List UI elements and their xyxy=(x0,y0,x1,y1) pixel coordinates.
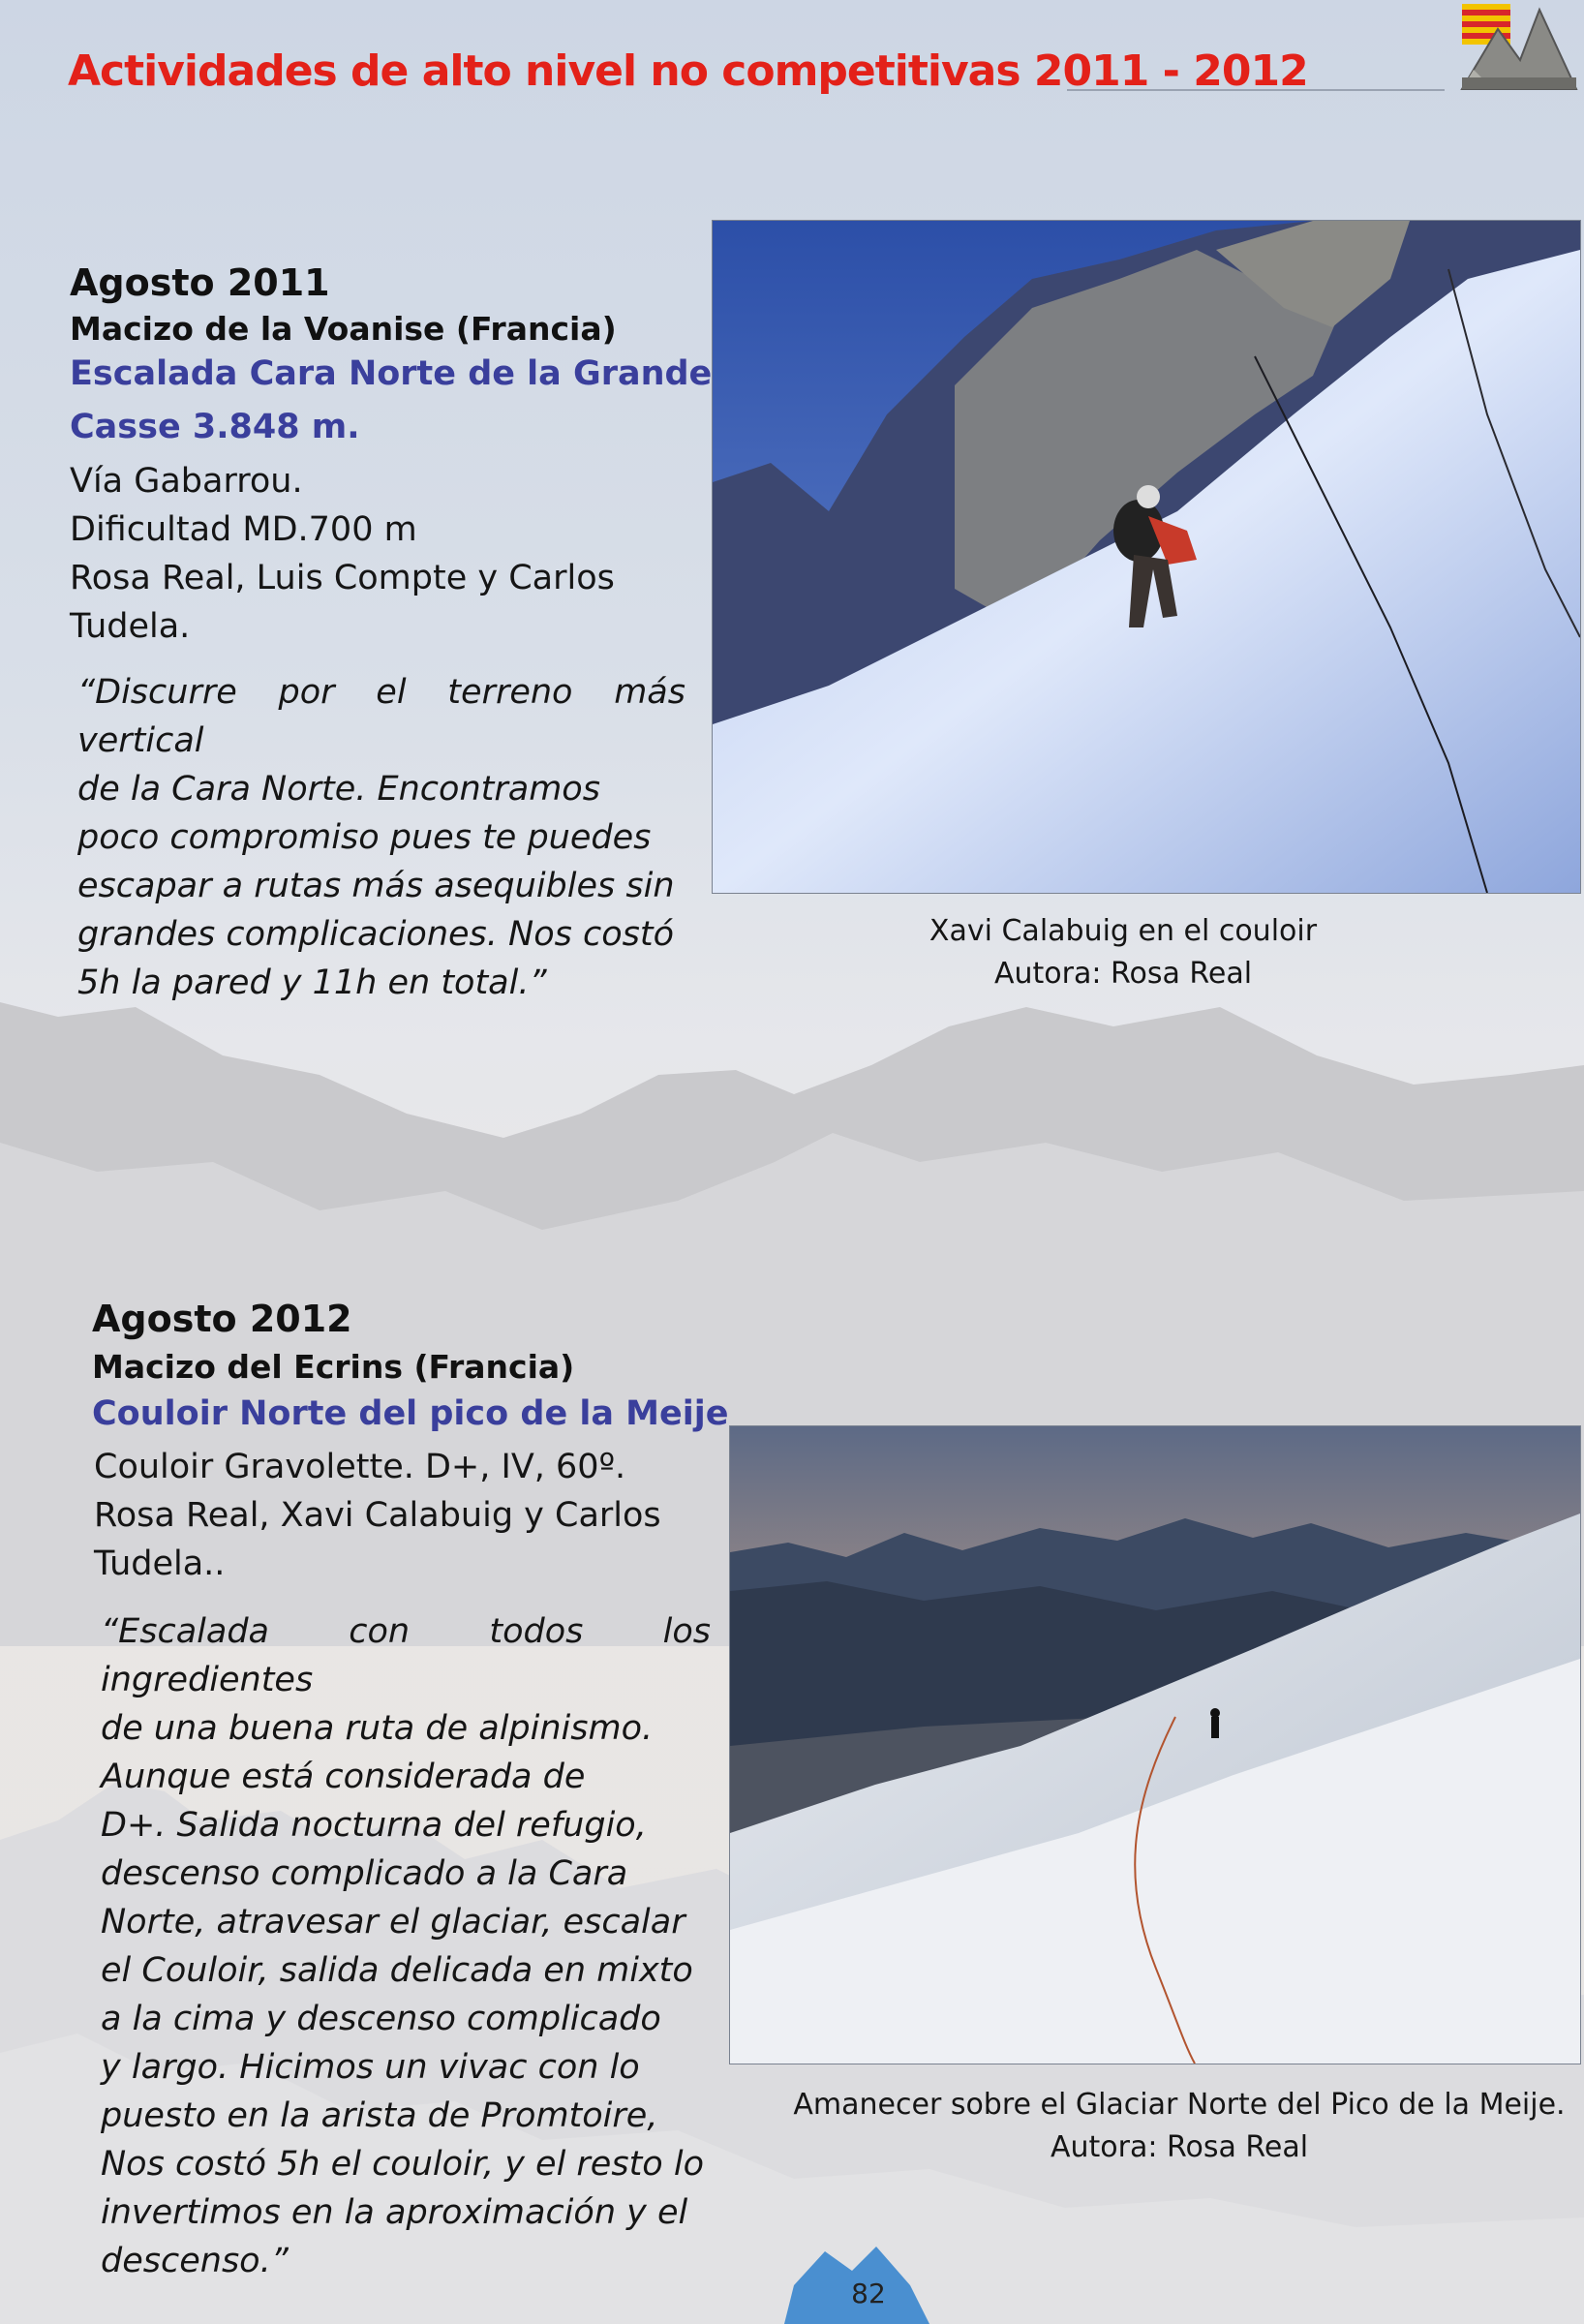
quote-line: “Escalada con todos los ingredientes xyxy=(101,1612,711,1699)
quote-line: grandes complicaciones. Nos costó xyxy=(77,915,675,954)
quote-line: poco compromiso pues te puedes xyxy=(77,818,652,857)
section2-date: Agosto 2012 xyxy=(92,1298,352,1340)
quote-line: de una buena ruta de alpinismo. xyxy=(101,1709,654,1748)
section1-quote xyxy=(77,668,685,1007)
section2-region: Macizo del Ecrins (Francia) xyxy=(92,1348,575,1386)
quote-line: 5h la pared y 11h en total.” xyxy=(77,963,547,1002)
detail-line: Vía Gabarrou. xyxy=(70,462,303,501)
photo2-caption: Amanecer sobre el Glaciar Norte del Pico de la Meije. xyxy=(793,2088,1566,2122)
section2-details xyxy=(94,1443,714,1588)
quote-line: Norte, atravesar el glaciar, escalar xyxy=(101,1903,685,1942)
section1-date: Agosto 2011 xyxy=(70,261,330,304)
quote-line: a la cima y descenso complicado xyxy=(101,2000,661,2038)
quote-line: invertimos en la aproximación y el xyxy=(101,2193,688,2232)
detail-line: Tudela. xyxy=(70,607,191,646)
detail-line: Couloir Gravolette. D+, IV, 60º. xyxy=(94,1448,626,1486)
section1-route-line2: Casse 3.848 m. xyxy=(70,408,360,446)
quote-line: puesto en la arista de Promtoire, xyxy=(101,2096,658,2135)
quote-line: escapar a rutas más asequibles sin xyxy=(77,867,675,905)
section1-route-line1: Escalada Cara Norte de la Grande xyxy=(70,354,713,393)
quote-line: Aunque está considerada de xyxy=(101,1758,586,1796)
photo-glacier-sunrise xyxy=(729,1425,1581,2064)
photo1-caption: Xavi Calabuig en el couloir xyxy=(929,914,1318,948)
detail-line: Dificultad MD.700 m xyxy=(70,510,417,549)
quote-line: de la Cara Norte. Encontramos xyxy=(77,770,600,809)
detail-line: Tudela.. xyxy=(94,1544,226,1583)
quote-line: “Discurre por el terreno más vertical xyxy=(77,673,685,760)
quote-line: el Couloir, salida delicada en mixto xyxy=(101,1951,693,1990)
section1-details xyxy=(70,457,670,651)
quote-line: descenso.” xyxy=(101,2242,289,2280)
header-rule xyxy=(1067,89,1445,91)
detail-line: Rosa Real, Luis Compte y Carlos xyxy=(70,559,615,597)
page-header-title: Actividades de alto nivel no competitivas 2011 - 2012 xyxy=(68,46,1308,96)
section2-route: Couloir Norte del pico de la Meije xyxy=(92,1394,729,1433)
photo1-author: Autora: Rosa Real xyxy=(993,957,1253,991)
photo-climber-couloir xyxy=(712,220,1581,894)
quote-line: Nos costó 5h el couloir, y el resto lo xyxy=(101,2145,704,2184)
page-number: 82 xyxy=(851,2278,886,2309)
photo2-author: Autora: Rosa Real xyxy=(1050,2130,1309,2164)
detail-line: Rosa Real, Xavi Calabuig y Carlos xyxy=(94,1496,661,1535)
mountains-flag-logo-icon xyxy=(1454,0,1580,92)
section2-quote xyxy=(101,1607,711,2285)
quote-line: D+. Salida nocturna del refugio, xyxy=(101,1806,647,1845)
section1-region: Macizo de la Voanise (Francia) xyxy=(70,310,617,348)
quote-line: y largo. Hicimos un vivac con lo xyxy=(101,2048,640,2087)
quote-line: descenso complicado a la Cara xyxy=(101,1854,628,1893)
